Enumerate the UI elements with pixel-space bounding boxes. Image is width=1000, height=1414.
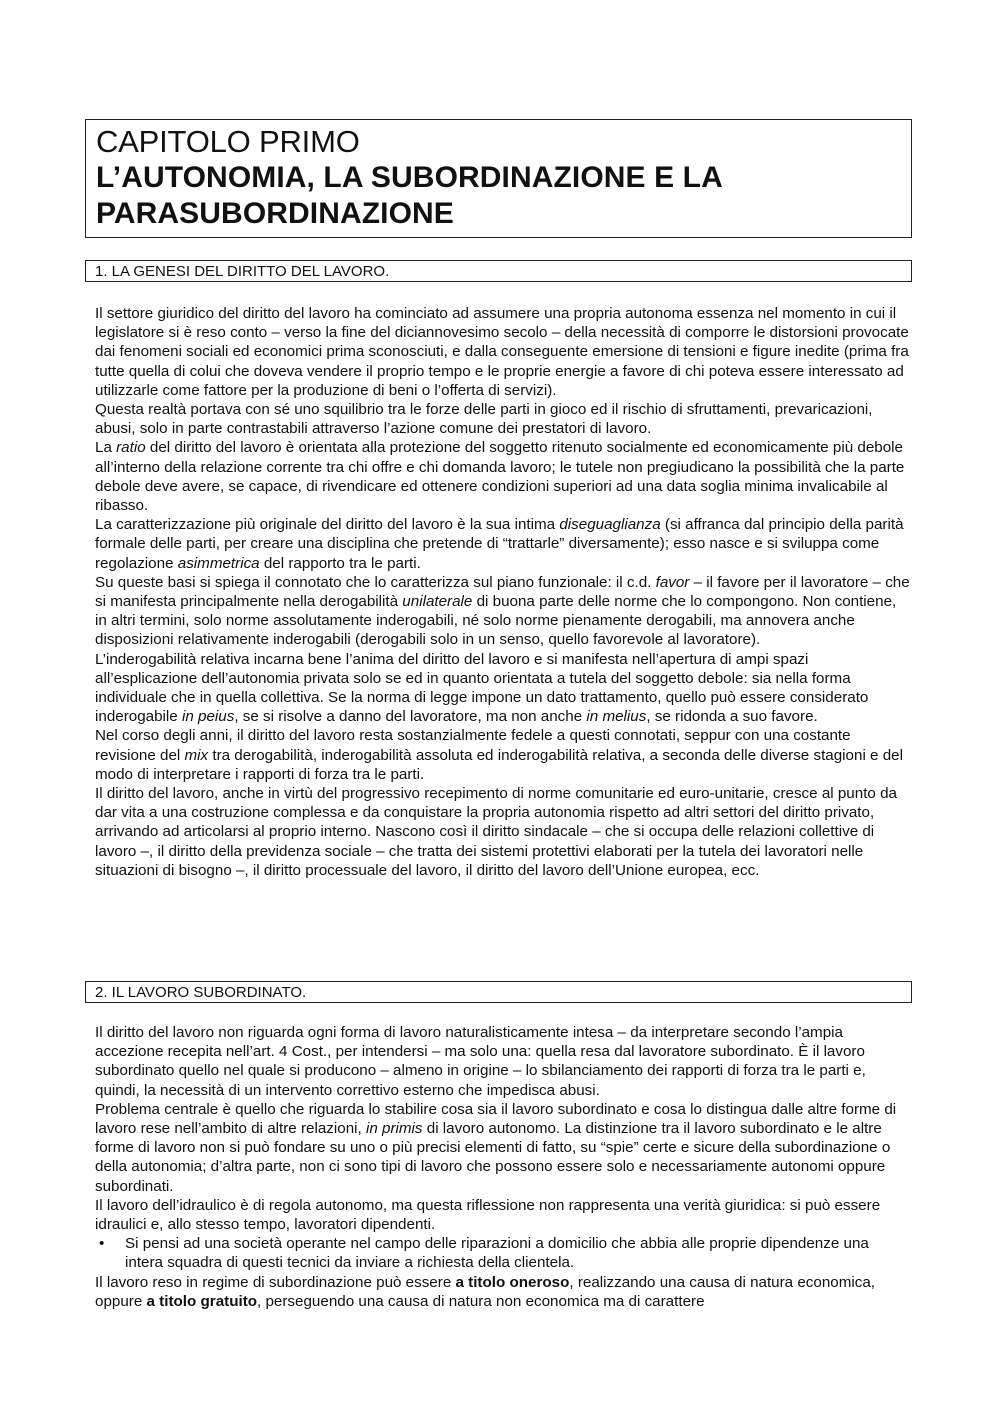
chapter-title-line-2: PARASUBORDINAZIONE [96,197,454,230]
paragraph: Il settore giuridico del diritto del lavoro ha cominciato ad assumere una propria autonoma essenza nel momento in cui il legislatore si è reso conto – verso la fine del diciannovesimo secolo – della necessità di comporre le distorsioni provocate dai fenomeni sociali ed economici prima sconosciuti, e dalla conseguente emersione di tensioni e figure inedite (prima fra tutte quella di colui che doveva vendere il proprio tempo e le proprie energie a favore di chi poteva essere interessato ad utilizzarle come fattore per la produzione di beni o l’offerta di servizi). [95,305,909,399]
section-heading-1: 1. LA GENESI DEL DIRITTO DEL LAVORO. [85,260,912,282]
paragraph: Su queste basi si spiega il connotato che lo caratterizza sul piano funzionale: il c.d. favor – il favore per il lavoratore – che si manifesta principalmente nella derogabilità unilaterale di buona parte delle norme che lo compongono. Non contiene, in altri termini, solo norme assolutamente inderogabili, né solo norme pienamente derogabili, ma annovera anche disposizioni relativamente inderogabili (derogabili solo in un senso, quello favorevole al lavoratore). [95,573,910,649]
paragraph: Il diritto del lavoro non riguarda ogni forma di lavoro naturalisticamente intesa – da interpretare secondo l’ampia accezione recepita nell’art. 4 Cost., per intendersi – ma solo una: quella resa dal lavoratore subordinato. È il lavoro subordinato quello nel quale si producono – almeno in origine – lo sbilanciamento dei rapporti di forza tra le parti e, quindi, la necessità di un intervento correttivo esterno che impedisca abusi. [95,1024,866,1099]
section-heading-2: 2. IL LAVORO SUBORDINATO. [85,981,912,1003]
chapter-title-line-1: L’AUTONOMIA, LA SUBORDINAZIONE E LA [96,161,723,194]
bullet-icon: • [99,1235,105,1253]
bullet-text: Si pensi ad una società operante nel campo delle riparazioni a domicilio che abbia alle proprie dipendenze una intera squadra di questi tecnici da inviare a richiesta della clientela. [125,1235,869,1272]
chapter-header-box [85,119,912,238]
paragraph: Questa realtà portava con sé uno squilibrio tra le forze delle parti in gioco ed il rischio di sfruttamenti, prevaricazioni, abusi, solo in parte contrastabili attraverso l’azione comune dei prestatori di lavoro. [95,401,873,438]
section-2-body [95,1023,910,1311]
paragraph: Problema centrale è quello che riguarda lo stabilire cosa sia il lavoro subordinato e cosa lo distingua dalle altre forme di lavoro rese nell’ambito di altre relazioni, in primis di lavoro autonomo. La distinzione tra il lavoro subordinato e le altre forme di lavoro non si può fondare su uno o più precisi elementi di fatto, su “spie” certe e sicure della subordinazione o della autonomia; d’altra parte, non ci sono tipi di lavoro che possono essere solo e necessariamente autonomi oppure subordinati. [95,1100,897,1195]
paragraph: La ratio del diritto del lavoro è orientata alla protezione del soggetto ritenuto socialmente ed economicamente più debole all’interno della relazione corrente tra chi offre e chi domanda lavoro; le tutele non pregiudicano la possibilità che la parte debole deve avere, se capace, di rivendicare ed ottenere condizioni superiori ad una data soglia minima invalicabile al ribasso. [95,439,905,515]
paragraph: L’inderogabilità relativa incarna bene l’anima del diritto del lavoro e si manifesta nell’apertura di ampi spazi all’esplicazione dell’autonomia privata solo se ed in quanto orientata a tutela del soggetto debole: sia nella forma individuale che in quella collettiva. Se la norma di legge impone un dato trattamento, quello può essere considerato inderogabile in peius, se si risolve a danno del lavoratore, ma non anche in melius, se ridonda a suo favore. [95,650,869,726]
paragraph: Nel corso degli anni, il diritto del lavoro resta sostanzialmente fedele a questi connotati, seppur con una costante revisione del mix tra derogabilità, inderogabilità assoluta ed inderogabilità relativa, a seconda delle diverse stagioni e del modo di interpretare i rapporti di forza tra le parti. [95,727,903,783]
paragraph: Il lavoro reso in regime di subordinazione può essere a titolo oneroso, realizzando una causa di natura economica, oppure a titolo gratuito, perseguendo una causa di natura non economica ma di carattere [95,1273,876,1310]
bullet-list-item [95,1234,910,1272]
paragraph: Il lavoro dell’idraulico è di regola autonomo, ma questa riflessione non rappresenta una verità giuridica: si può essere idraulici e, allo stesso tempo, lavoratori dipendenti. [95,1196,881,1234]
paragraph: La caratterizzazione più originale del diritto del lavoro è la sua intima diseguaglianza (si affranca dal principio della parità formale delle parti, per creare una disciplina che pretende di “trattarle” diversamente); esso nasce e si sviluppa come regolazione asimmetrica del rapporto tra le parti. [95,516,904,572]
chapter-label: CAPITOLO PRIMO [96,124,360,159]
paragraph: Il diritto del lavoro, anche in virtù del progressivo recepimento di norme comunitarie ed euro-unitarie, cresce al punto da dar vita a una costruzione complessa e da conquistare la propria autonomia rispetto ad altri settori del diritto privato, arrivando ad articolarsi al proprio interno. Nascono così il diritto sindacale – che si occupa delle relazioni collettive di lavoro –, il diritto della previdenza sociale – che tratta dei sistemi protettivi elaborati per la tutela dei lavoratori nelle situazioni di bisogno –, il diritto processuale del lavoro, il diritto del lavoro dell’Unione europea, ecc. [95,785,897,879]
section-1-body [95,304,910,880]
